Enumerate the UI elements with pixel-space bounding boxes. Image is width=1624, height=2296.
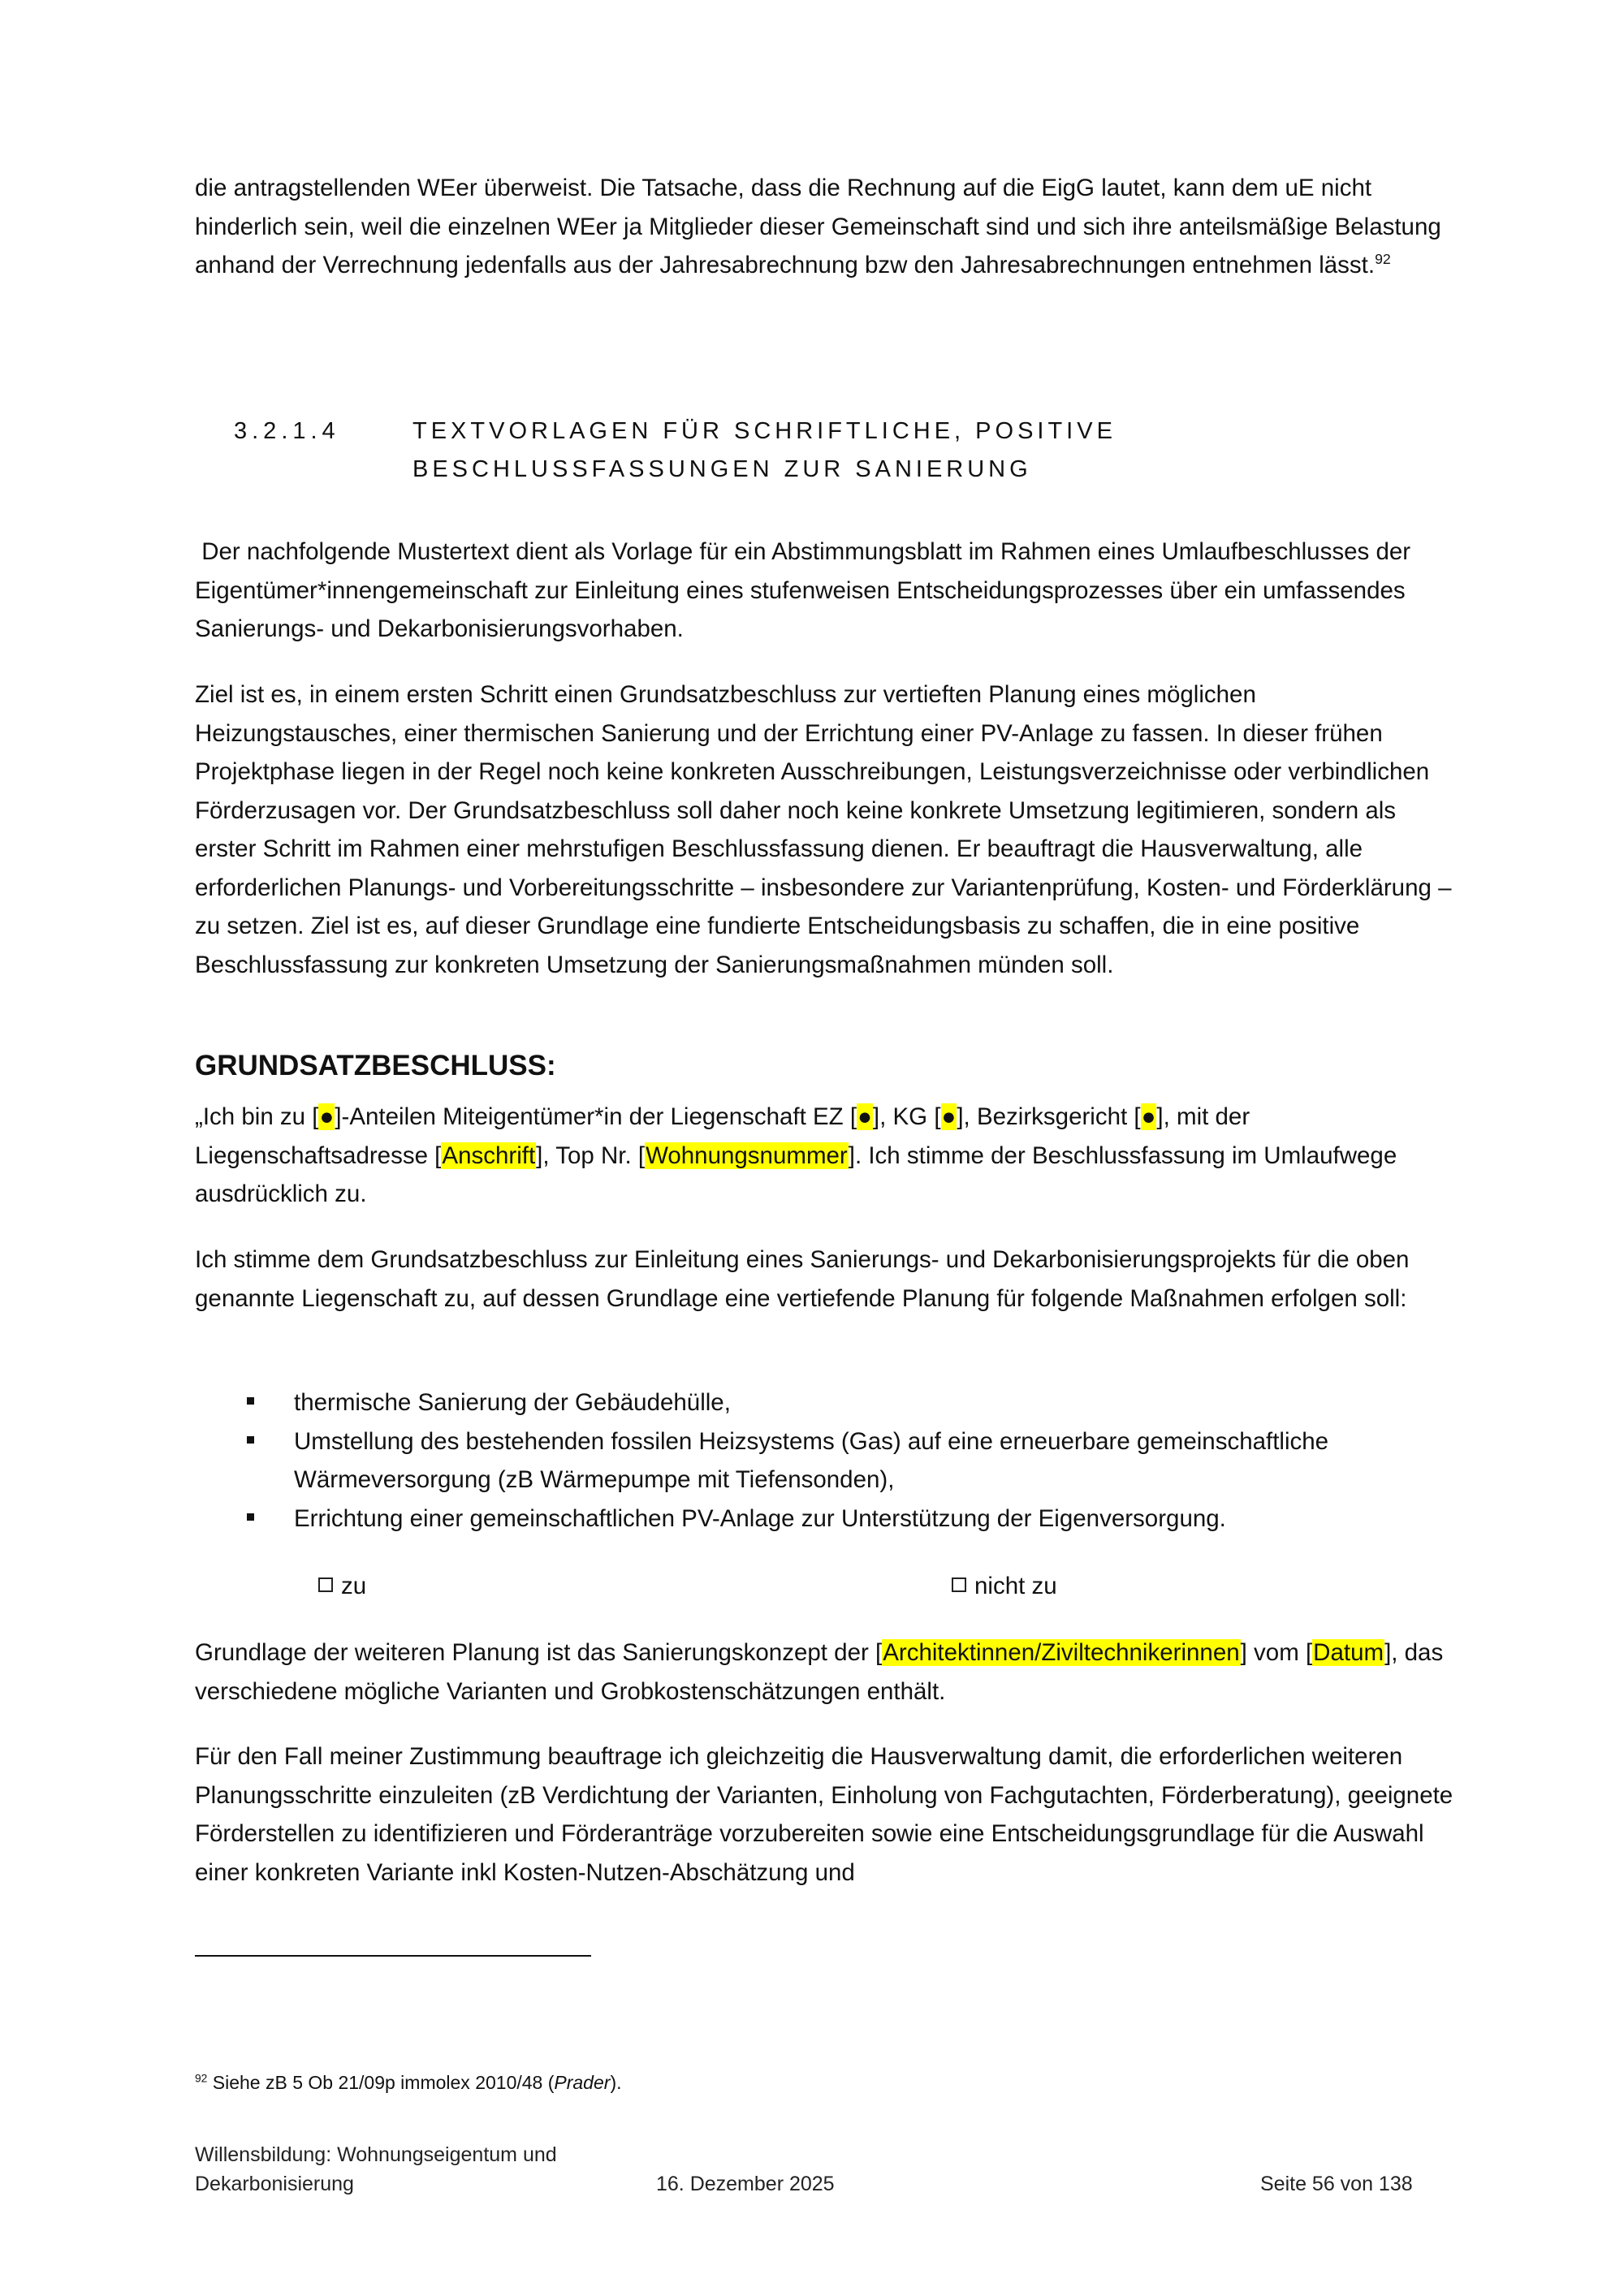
placeholder-kg[interactable]: ● (941, 1103, 957, 1130)
placeholder-address[interactable]: Anschrift (442, 1142, 536, 1169)
vote-option-yes[interactable]: zu (318, 1567, 366, 1605)
placeholder-architects[interactable]: Architektinnen/Ziviltechnikerinnen (883, 1639, 1240, 1666)
placeholder-court[interactable]: ● (1141, 1103, 1156, 1130)
square-bullet-icon (247, 1513, 254, 1521)
planning-paragraph: Ich stimme dem Grundsatzbeschluss zur Einleitung eines Sanierungs- und Dekarbonisierungsprojekts für die oben genannte Liegenschaft zu, auf dessen Grundlage eine vertiefende Planung für folgende Maßnahmen erfolgen soll: (195, 1246, 1410, 1312)
intro-paragraph-2: Ziel ist es, in einem ersten Schritt einen Grundsatzbeschluss zur vertieften Planung eines möglichen Heizungstausches, einer thermischen Sanierung und der Errichtung einer PV-Anlage zu fassen. In dieser frühen Projektphase liegen in der Regel noch keine konkreten Ausschreibungen, Leistungsverzeichnisse oder verbindlichen Förderzusagen vor. Der Grundsatzbeschluss soll daher noch keine konkrete Umsetzung legitimieren, sondern als erster Schritt im Rahmen einer mehrstufigen Beschlussfassung dienen. Er beauftragt die Hausverwaltung, alle erforderlichen Planungs- und Vorbereitungsschritte – insbesondere zur Variantenprüfung, Kosten- und Förderklärung – zu setzen. Ziel ist es, auf dieser Grundlage eine fundierte Entscheidungsbasis zu schaffen, die in eine positive Beschlussfassung zur konkreten Umsetzung der Sanierungsmaßnahmen münden soll. (195, 681, 1452, 978)
footer-title: Willensbildung: Wohnungseigentum und Dekarbonisierung (195, 2143, 557, 2195)
footnote-divider (195, 1955, 591, 1957)
placeholder-date[interactable]: Datum (1313, 1639, 1384, 1666)
section-title: TEXTVORLAGEN FÜR SCHRIFTLICHE, POSITIVE BESCHLUSSFASSUNGEN ZUR SANIERUNG (412, 418, 1116, 482)
square-bullet-icon (247, 1436, 254, 1444)
placeholder-share[interactable]: ● (319, 1103, 335, 1130)
grundsatzbeschluss-heading: GRUNDSATZBESCHLUSS: (195, 1050, 556, 1081)
footnote-ref[interactable]: 92 (1375, 251, 1391, 268)
measures-list (195, 1383, 1462, 1538)
list-item: Umstellung des bestehenden fossilen Heizsystems (Gas) auf eine erneuerbare gemeinschaftliche Wärmeversorgung (zB Wärmepumpe mit Tiefensonden), (195, 1422, 1462, 1500)
footer-date: 16. Dezember 2025 (656, 2173, 835, 2195)
footnote: $^{92}$ Siehe zB 5 Ob 21/09p immolex 2010/48 (Prader). (195, 2072, 622, 2093)
vote-option-no[interactable]: nicht zu (952, 1567, 1057, 1605)
placeholder-unit-number[interactable]: Wohnungsnummer (646, 1142, 848, 1169)
section-number: 3.2.1.4 (234, 418, 340, 444)
basis-paragraph: Grundlage der weiteren Planung ist das Sanierungskonzept der [Architektinnen/Ziviltechnikerinnen] vom [Datum], das verschiedene mögliche Varianten und Grobkostenschätzungen enthält. (195, 1639, 1444, 1705)
list-item: Errichtung einer gemeinschaftlichen PV-Anlage zur Unterstützung der Eigenversorgung. (195, 1500, 1462, 1539)
intro-paragraph-1: Der nachfolgende Mustertext dient als Vorlage für ein Abstimmungsblatt im Rahmen eines Umlaufbeschlusses der Eigentümer*innengemeinschaft zur Einleitung eines stufenweisen Entscheidungsprozesses über ein umfassendes Sanierungs- und Dekarbonisierungsvorhaben. (195, 538, 1418, 642)
footer-page-number: Seite 56 von 138 (1260, 2173, 1413, 2195)
square-bullet-icon (247, 1397, 254, 1405)
mandate-paragraph: Für den Fall meiner Zustimmung beauftrage ich gleichzeitig die Hausverwaltung damit, die erforderlichen weiteren Planungsschritte einzuleiten (zB Verdichtung der Varianten, Einholung von Fachgutachten, Förderberatung), geeignete Förderstellen zu identifizieren und Förderanträge vorzubereiten sowie eine Entscheidungsgrundlage für die Auswahl einer konkreten Variante inkl Kosten-Nutzen-Abschätzung und (195, 1743, 1453, 1886)
consent-paragraph: „Ich bin zu [●]-Anteilen Miteigentümer*in der Liegenschaft EZ [●], KG [●], Bezirksgericht [●], mit der Liegenschaftsadresse [Anschrift], Top Nr. [Wohnungsnummer]. Ich stimme der Beschlussfassung im Umlaufwege ausdrücklich zu. (195, 1103, 1397, 1207)
checkbox-icon[interactable] (952, 1577, 966, 1592)
checkbox-icon[interactable] (318, 1577, 333, 1592)
placeholder-ez[interactable]: ● (857, 1103, 872, 1130)
list-item: thermische Sanierung der Gebäudehülle, (195, 1383, 1462, 1422)
top-paragraph: die antragstellenden WEer überweist. Die Tatsache, dass die Rechnung auf die EigG lautet, kann dem uE nicht hinderlich sein, weil die einzelnen WEer ja Mitglieder dieser Gemeinschaft sind und sich ihre anteilsmäßige Belastung anhand der Verrechnung jedenfalls aus der Jahresabrechnung bzw den Jahresabrechnungen entnehmen lässt.$^{92}$ (195, 175, 1441, 278)
